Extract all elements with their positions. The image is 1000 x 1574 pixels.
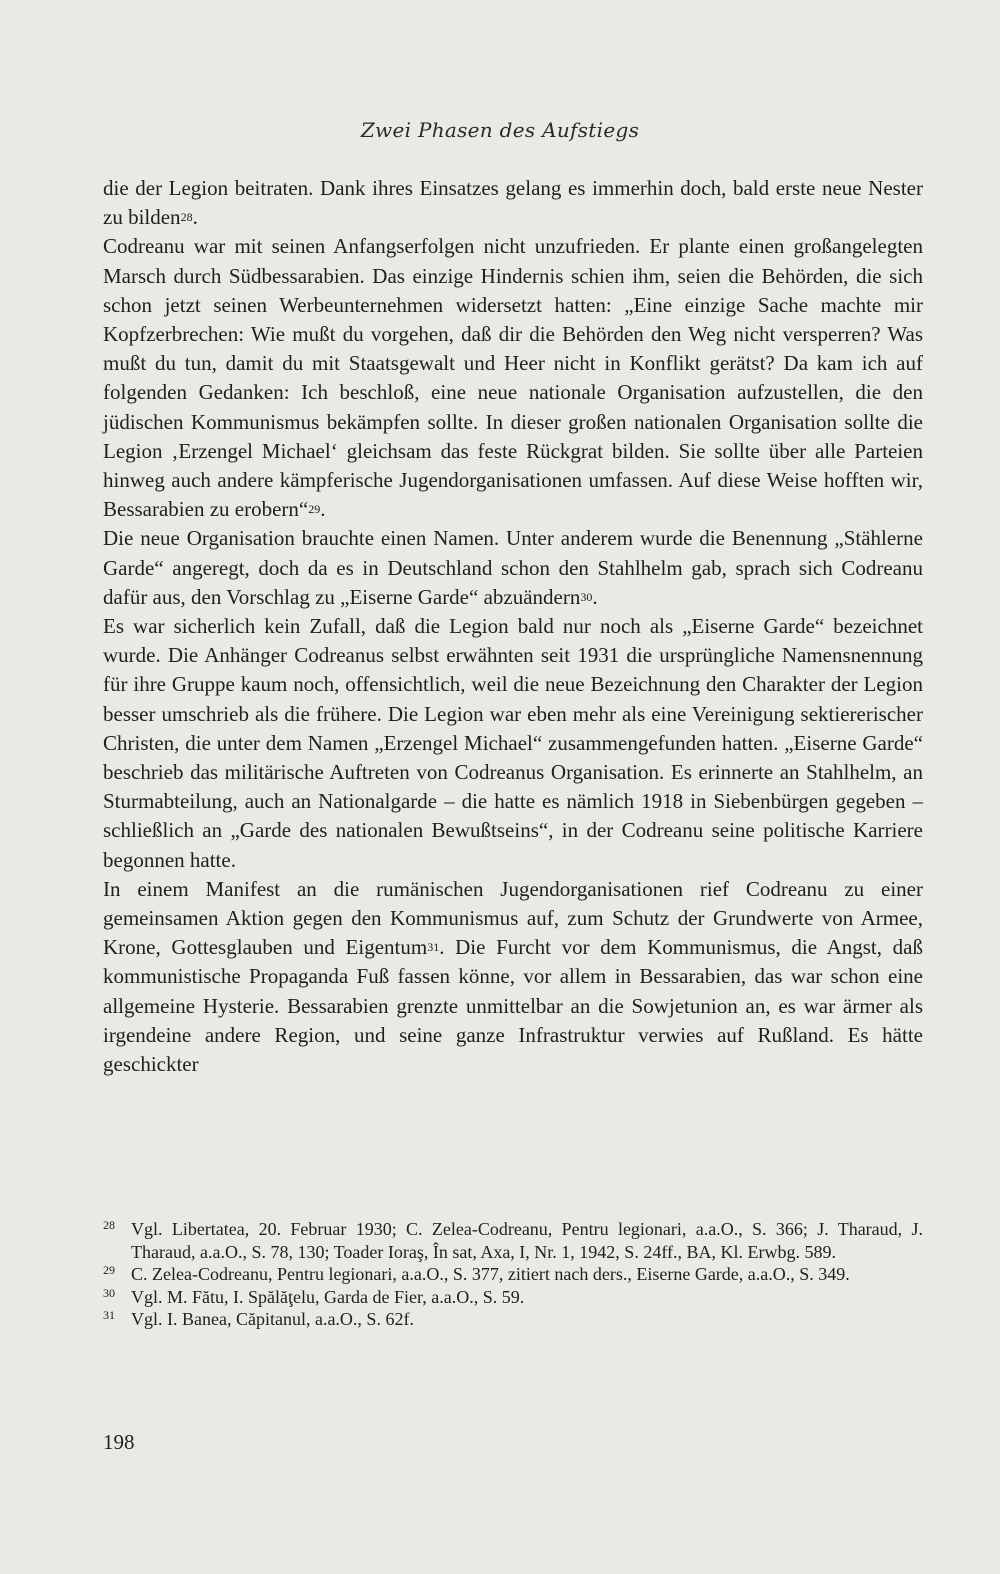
- paragraph-text: .: [192, 205, 198, 230]
- footnote-number: 31: [103, 1308, 115, 1322]
- footnote-number: 28: [103, 1218, 115, 1232]
- footnote: [103, 1308, 923, 1331]
- main-text: [103, 174, 923, 1079]
- footnote-text: C. Zelea-Codreanu, Pentru legionari, a.a.O., S. 377, zitiert nach ders., Eiserne Garde, a.a.O., S. 349.: [131, 1264, 850, 1284]
- footnote: [103, 1286, 923, 1309]
- footnote: [103, 1263, 923, 1286]
- paragraph-text: In einem Manifest an die rumänischen Jugendorganisationen rief Codreanu zu einer gemeinsamen Aktion gegen den Kommunismus auf, zum Schutz der Grundwerte von Armee, Krone, Gottesglauben und Eigentum: [103, 876, 923, 960]
- paragraph-text: Es war sicherlich kein Zufall, daß die Legion bald nur noch als „Eiserne Garde“ bezeichnet wurde. Die Anhänger Codreanus selbst erwähnten seit 1931 die ursprüngliche Namensnennung für ihre Gruppe kaum noch, offensichtlich, weil die neue Bezeichnung den Charakter der Legion besser umschrieb als die frühere. Die Legion war eben mehr als eine Vereinigung sektiererischer Christen, die unter dem Namen „Erzengel Michael“ zusammengefunden hatten. „Eiserne Garde“ beschrieb das militärische Auftreten von Codreanus Organisation. Es erinnerte an Stahlhelm, an Sturmabteilung, auch an Nationalgarde – die hatte es nämlich 1918 in Siebenbürgen gegeben – schließlich an „Garde des nationalen Bewußtseins“, in der Codreanu seine politische Karriere begonnen hatte.: [103, 614, 923, 872]
- paragraph-text: .: [320, 497, 326, 522]
- page-number: 198: [103, 1430, 135, 1454]
- footnote: [103, 1218, 923, 1263]
- paragraph-text: Die neue Organisation brauchte einen Namen. Unter anderem wurde die Benennung „Stählerne Garde“ angeregt, doch da es in Deutschland schon den Stahlhelm gab, sprach sich Codreanu dafür aus, den Vorschlag zu „Eiserne Garde“ abzuändern: [103, 526, 923, 609]
- paragraph: [103, 174, 923, 232]
- running-header: Zwei Phasen des Aufstiegs: [360, 118, 640, 142]
- paragraph: [103, 232, 923, 524]
- footnote-text: Vgl. Libertatea, 20. Februar 1930; C. Zelea-Codreanu, Pentru legionari, a.a.O., S. 366; J. Tharaud, J. Tharaud, a.a.O., S. 78, 130; Toader Ioraş, În sat, Axa, I, Nr. 1, 1942, S. 24ff., BA, Kl. Erwbg. 589.: [131, 1219, 923, 1262]
- paragraph-text: Codreanu war mit seinen Anfangserfolgen nicht unzufrieden. Er plante einen großangelegten Marsch durch Südbessarabien. Das einzige Hindernis schien ihm, seien die Behörden, die sich schon jetzt seinen Werbeunternehmen widersetzt hatten: „Eine einzige Sache machte mir Kopfzerbrechen: Wie mußt du vorgehen, daß dir die Behörden den Weg nicht versperren? Was mußt du tun, damit du mit Staatsgewalt und Heer nicht in Konflikt gerätst? Da kam ich auf folgenden Gedanken: Ich beschloß, eine neue nationale Organisation aufzustellen, die den jüdischen Kommunismus bekämpfen sollte. In dieser großen nationalen Organisation sollte die Legion ‚Erzengel Michael‘ gleichsam das feste Rückgrat bilden. Sie sollte über alle Parteien hinweg auch andere kämpferische Jugendorganisationen umfassen. Auf diese Weise hofften wir, Bessarabien zu erobern“: [103, 234, 923, 522]
- footnote-number: 29: [103, 1263, 115, 1277]
- paragraph: [103, 524, 923, 612]
- footnote-number: 30: [103, 1285, 115, 1300]
- paragraph-text: die der Legion beitraten. Dank ihres Einsatzes gelang es immerhin doch, bald erste neue Nester zu bilden: [103, 176, 923, 230]
- footnote-text: Vgl. M. Fătu, I. Spălăţelu, Garda de Fier, a.a.O., S. 59.: [131, 1286, 525, 1307]
- footnote-ref: 28: [180, 210, 193, 225]
- paragraph-text: .: [592, 584, 598, 609]
- paragraph-text: . Die Furcht vor dem Kommunismus, die Angst, daß kommunistische Propaganda Fuß fassen könne, vor allem in Bessarabien, das war schon eine allgemeine Hysterie. Bessarabien grenzte unmittelbar an die Sowjetunion an, es war ärmer als irgendeine andere Region, und seine ganze Infrastruktur verwies auf Rußland. Es hätte geschickter: [103, 935, 924, 1077]
- footnotes: [103, 1218, 923, 1331]
- paragraph: [103, 875, 923, 1079]
- footnote-text: Vgl. I. Banea, Căpitanul, a.a.O., S. 62f.: [131, 1309, 414, 1329]
- paragraph: [103, 612, 923, 875]
- footnote-ref: 30: [580, 589, 593, 604]
- footnote-ref: 31: [427, 940, 440, 955]
- footnote-ref: 29: [308, 502, 321, 517]
